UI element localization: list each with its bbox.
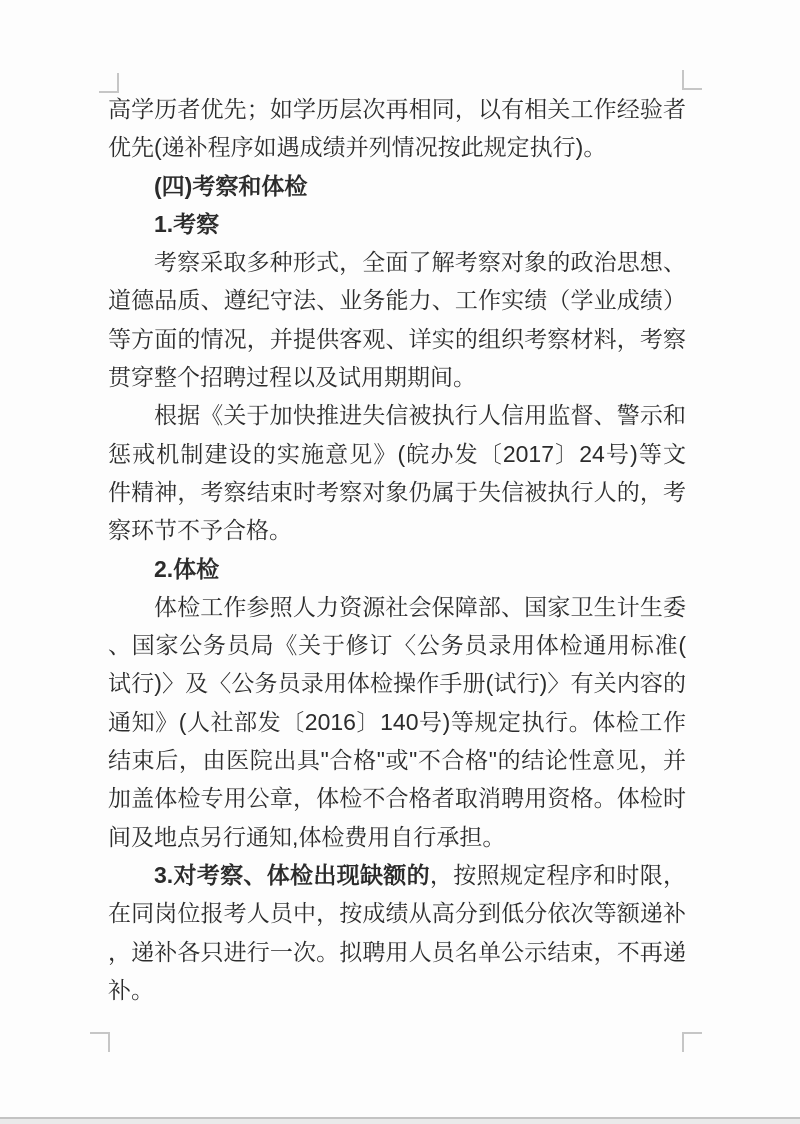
text-line — [108, 396, 686, 434]
text-line — [108, 894, 686, 932]
page-bottom-gap — [0, 1117, 800, 1124]
text-segment: 、国家公务员局《关于修订〈公务员录用体检通用标准( — [108, 632, 686, 659]
text-line — [108, 971, 686, 1009]
text-line — [108, 779, 686, 817]
text-line — [108, 588, 686, 626]
text-line — [108, 320, 686, 358]
text-segment: 根据《关于加快推进失信被执行人信用监督、警示和 — [154, 402, 686, 429]
text-line — [108, 473, 686, 511]
text-segment: ，按照规定程序和时限， — [429, 861, 687, 888]
text-line — [108, 281, 686, 319]
crop-mark-bottom-right-icon — [682, 1032, 702, 1052]
text-segment: 试行)〉及〈公务员录用体检操作手册(试行)〉有关内容的 — [108, 670, 686, 697]
text-line — [108, 90, 686, 128]
text-line — [108, 818, 686, 856]
text-segment: 间及地点另行通知,体检费用自行承担。 — [108, 823, 506, 850]
text-segment: 通知》(人社部发〔2016〕140号)等规定执行。体检工作 — [108, 708, 686, 735]
text-segment: 惩戒机制建设的实施意见》(皖办发〔2017〕24号)等文 — [108, 440, 686, 467]
text-line — [108, 128, 686, 166]
text-line — [108, 664, 686, 702]
crop-mark-bottom-left-icon — [90, 1032, 110, 1052]
text-line — [108, 243, 686, 281]
crop-mark-top-right-icon — [682, 70, 702, 90]
text-line — [108, 933, 686, 971]
text-line — [108, 511, 686, 549]
text-segment: 体检工作参照人力资源社会保障部、国家卫生计生委 — [154, 593, 686, 620]
text-line — [108, 205, 686, 243]
text-segment: 贯穿整个招聘过程以及试用期期间。 — [108, 364, 476, 391]
text-line — [108, 703, 686, 741]
text-segment-bold: 2.体检 — [154, 555, 220, 582]
text-segment: 考察采取多种形式，全面了解考察对象的政治思想、 — [154, 249, 686, 276]
document-text — [108, 90, 686, 1009]
text-segment-bold: (四)考察和体检 — [154, 172, 308, 199]
text-segment: ，递补各只进行一次。拟聘用人员名单公示结束，不再递 — [108, 938, 686, 965]
text-segment-bold: 1.考察 — [154, 210, 220, 237]
text-segment: 件精神，考察结束时考察对象仍属于失信被执行人的，考 — [108, 478, 686, 505]
text-line — [108, 550, 686, 588]
text-line — [108, 358, 686, 396]
text-segment: 道德品质、遵纪守法、业务能力、工作实绩（学业成绩） — [108, 287, 686, 314]
text-segment: 等方面的情况，并提供客观、详实的组织考察材料，考察 — [108, 325, 686, 352]
text-segment: 优先(递补程序如遇成绩并列情况按此规定执行)。 — [108, 134, 607, 161]
text-line — [108, 741, 686, 779]
text-line — [108, 435, 686, 473]
text-line — [108, 856, 686, 894]
text-segment-bold: 3.对考察、体检出现缺额的 — [154, 861, 430, 888]
text-line — [108, 626, 686, 664]
text-segment: 察环节不予合格。 — [108, 517, 292, 544]
text-segment: 加盖体检专用公章，体检不合格者取消聘用资格。体检时 — [108, 785, 686, 812]
text-segment: 结束后，由医院出具"合格"或"不合格"的结论性意见，并 — [108, 747, 686, 774]
text-segment: 高学历者优先；如学历层次再相同，以有相关工作经验者 — [108, 96, 686, 122]
text-segment: 在同岗位报考人员中，按成绩从高分到低分依次等额递补 — [108, 900, 686, 927]
text-segment: 补。 — [108, 976, 154, 1003]
text-line — [108, 167, 686, 205]
